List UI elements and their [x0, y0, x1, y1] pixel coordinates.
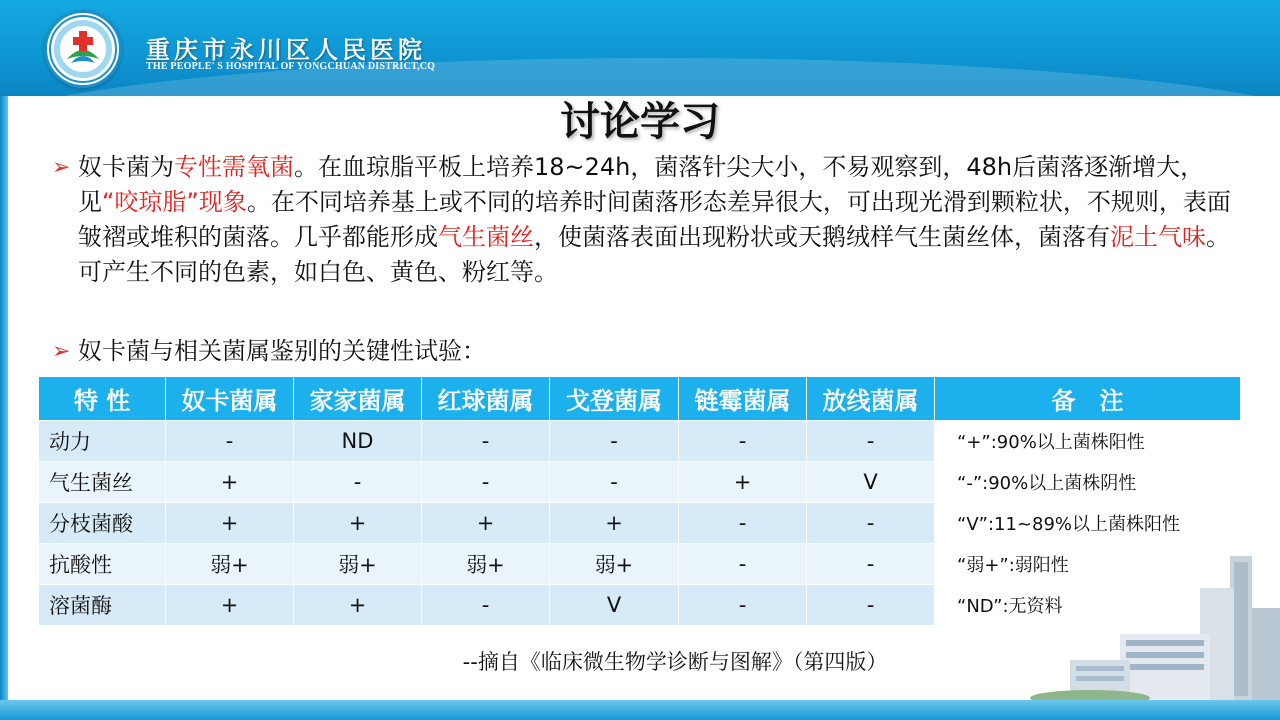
row-label: 抗酸性: [39, 544, 166, 585]
paragraph-text: [78, 150, 1252, 290]
paragraph-table-intro: [52, 334, 1252, 369]
table-cell: -: [166, 421, 294, 462]
table-cell: +: [166, 585, 294, 626]
table-cell: -: [807, 421, 935, 462]
text-segment: 。在不同培养基上或不同的培养时间菌落形态差异很大，可出现光滑到颗粒状，不规则，表面皱褶或堆积的菌落。几乎都能形成: [78, 188, 1231, 251]
table-cell: ND: [294, 421, 422, 462]
col-header: 链霉菌属: [679, 377, 807, 421]
note-cell: “弱+”:弱阳性: [935, 544, 1241, 585]
table-cell: -: [550, 421, 679, 462]
left-decor-stripe: [0, 96, 8, 702]
note-cell: “V”:11~89%以上菌株阳性: [935, 503, 1241, 544]
note-cell: “-”:90%以上菌株阴性: [935, 462, 1241, 503]
table-cell: +: [166, 462, 294, 503]
col-header: 家家菌属: [294, 377, 422, 421]
logo-graphic: [47, 13, 119, 85]
header-banner: [0, 0, 1280, 96]
table-cell: -: [422, 585, 550, 626]
table-cell: +: [166, 503, 294, 544]
source-citation: --摘自《临床微生物学诊断与图解》（第四版）: [462, 650, 888, 674]
arrow-bullet-icon: ➢: [52, 155, 71, 180]
table-cell: -: [422, 462, 550, 503]
row-label: 溶菌酶: [39, 585, 166, 626]
table-cell: -: [294, 462, 422, 503]
table-cell: V: [807, 462, 935, 503]
table-intro-text: 奴卡菌与相关菌属鉴别的关键性试验：: [78, 337, 486, 365]
arrow-bullet-icon: ➢: [52, 339, 71, 364]
text-segment: 。可产生不同的色素，如白色、黄色、粉红等。: [78, 223, 1230, 286]
note-cell: “+”:90%以上菌株阳性: [935, 421, 1241, 462]
table-cell: -: [679, 421, 807, 462]
table-cell: 弱+: [294, 544, 422, 585]
col-header: 备 注: [935, 377, 1241, 421]
table-cell: -: [807, 503, 935, 544]
hospital-logo-icon: [44, 10, 122, 88]
paragraph-description: [52, 150, 1252, 290]
row-label: 分枝菌酸: [39, 503, 166, 544]
table-cell: -: [807, 585, 935, 626]
highlight-earthy-odor: 泥土气味: [1110, 223, 1206, 251]
table-header-row: [39, 377, 1241, 421]
highlight-aerial-hyphae: 气生菌丝: [438, 223, 534, 251]
col-header: 戈登菌属: [550, 377, 679, 421]
table-cell: +: [294, 503, 422, 544]
table-cell: 弱+: [166, 544, 294, 585]
note-cell: “ND”:无资料: [935, 585, 1241, 626]
table-cell: V: [550, 585, 679, 626]
col-header: 放线菌属: [807, 377, 935, 421]
table-cell: 弱+: [422, 544, 550, 585]
hospital-name-cn: 重庆市永川区人民医院: [146, 35, 426, 64]
table-cell: -: [679, 503, 807, 544]
table-cell: +: [679, 462, 807, 503]
row-label: 气生菌丝: [39, 462, 166, 503]
table-cell: -: [422, 421, 550, 462]
col-header: 奴卡菌属: [166, 377, 294, 421]
col-header: 红球菌属: [422, 377, 550, 421]
text-segment: 奴卡菌为: [78, 153, 174, 181]
table-cell: -: [807, 544, 935, 585]
table-row: [39, 421, 1241, 462]
table-cell: +: [550, 503, 679, 544]
text-segment: 。在血琼脂平板上培养18~24h，菌落针尖大小，不易观察到，48h后菌落逐渐增大，见: [78, 153, 1205, 216]
text-segment: ，使菌落表面出现粉状或天鹅绒样气生菌丝体，菌落有: [534, 223, 1110, 251]
table-cell: +: [294, 585, 422, 626]
row-label: 动力: [39, 421, 166, 462]
table-row: [39, 462, 1241, 503]
highlight-bite-agar: “咬琼脂”现象: [102, 188, 247, 216]
table-cell: 弱+: [550, 544, 679, 585]
bottom-decor-bar: [0, 700, 1280, 720]
hospital-buildings-decor: [1030, 548, 1280, 702]
hospital-name-en: THE PEOPLE' S HOSPITAL OF YONGCHUAN DISTRICT,CQ: [146, 61, 436, 72]
table-cell: -: [550, 462, 679, 503]
col-header: 特 性: [39, 377, 166, 421]
table-cell: -: [679, 585, 807, 626]
slide-title: 讨论学习: [560, 99, 720, 145]
table-row: [39, 503, 1241, 544]
table-cell: +: [422, 503, 550, 544]
table-cell: -: [679, 544, 807, 585]
highlight-obligate-aerobe: 专性需氧菌: [174, 153, 294, 181]
